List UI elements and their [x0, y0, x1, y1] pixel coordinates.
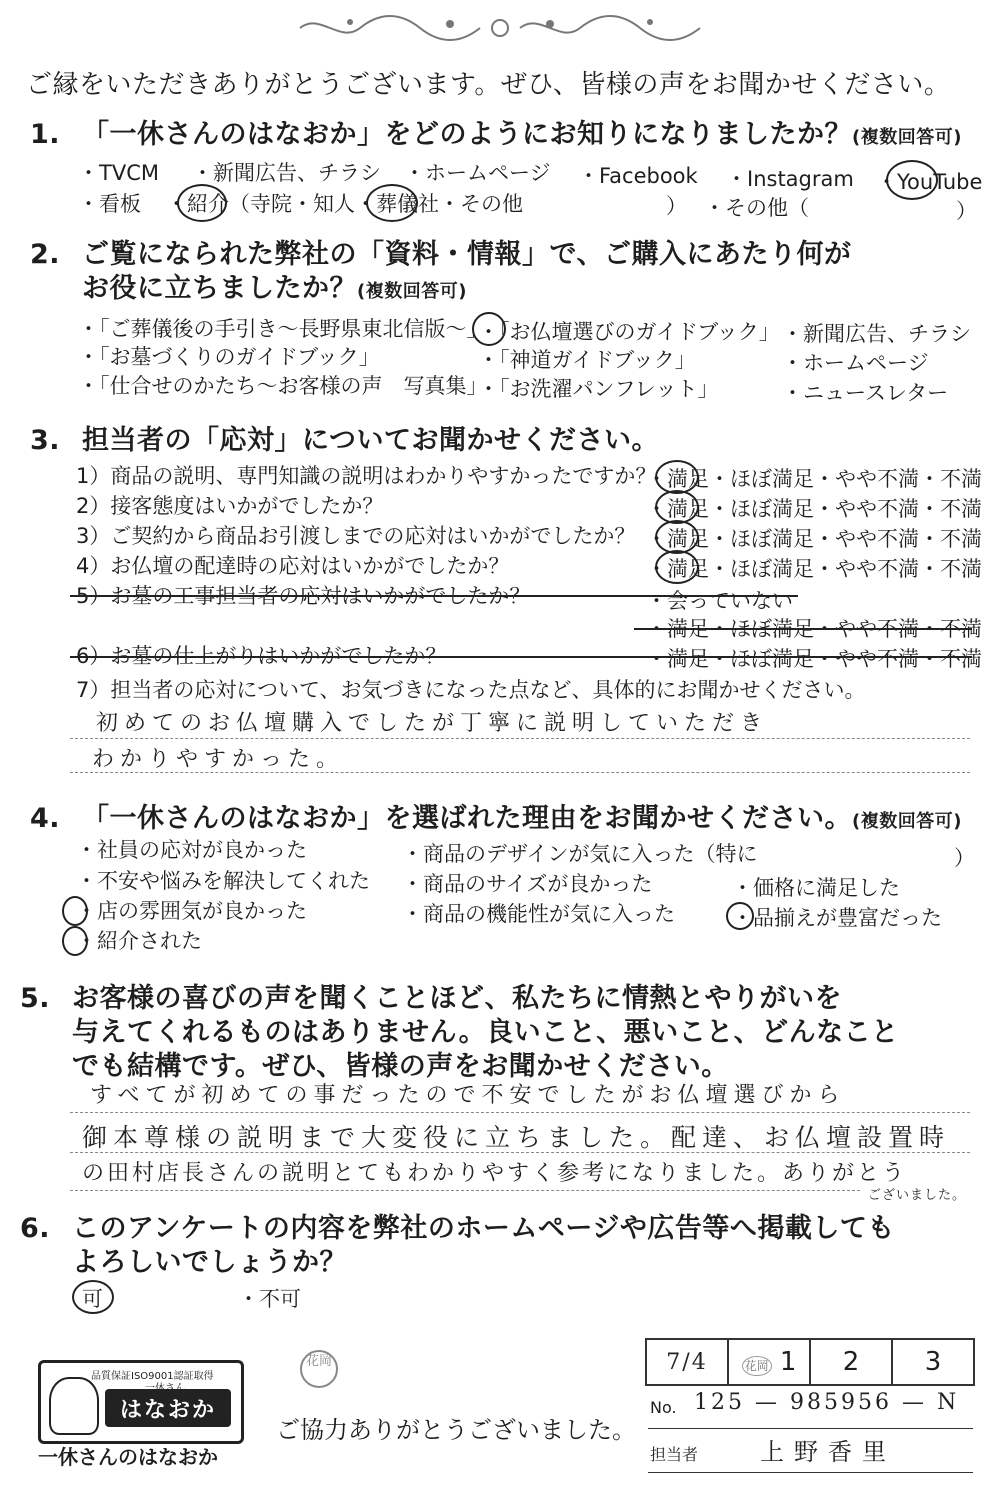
answer-line [70, 1190, 860, 1191]
q2-number: 2. [30, 239, 61, 270]
q2-opt-newsletter[interactable]: ・ニュースレター [782, 381, 949, 405]
q1-opt-youtube[interactable]: ・YouTube [876, 170, 983, 194]
q5-title-line2: 与えてくれるものはありません。良いこと、悪いこと、どんなこと [72, 1017, 899, 1048]
q6-title-line1: このアンケートの内容を弊社のホームページや広告等へ掲載しても [72, 1213, 895, 1244]
staff-check-box [645, 1338, 975, 1386]
q3-title: 担当者の「応対」についてお聞かせください。 [82, 425, 659, 456]
answer-circle [366, 184, 418, 222]
answer-circle [886, 160, 938, 200]
answer-circle [62, 926, 88, 956]
no-value: 125 — 985956 — N [694, 1390, 960, 1415]
q1-opt-other[interactable]: ・その他（ [704, 196, 809, 220]
q2-title-line1: ご覧になられた弊社の「資料・情報」で、ご購入にあたり何が [82, 239, 852, 270]
answer-circle [655, 460, 699, 494]
q6-opt-no[interactable]: ・不可 [238, 1287, 301, 1311]
q2-opt-newspaper[interactable]: ・新聞広告、チラシ [782, 322, 971, 346]
q1-title: 「一休さんのはなおか」をどのようにお知りになりましたか？ [82, 119, 852, 150]
q1-close-paren: ） [666, 194, 687, 218]
q1-number: 1. [30, 119, 61, 150]
no-label: No. [650, 1398, 677, 1417]
q4-note: (複数回答可) [852, 811, 962, 832]
answer-line [70, 738, 970, 739]
q3-handwritten-line2: わかりやすかった。 [92, 747, 345, 772]
stamp-seal: 花岡 [300, 1350, 338, 1388]
q3-not-met-5[interactable]: ・会っていない [646, 589, 793, 613]
answer-line [70, 772, 970, 773]
tanto-underline [648, 1472, 973, 1473]
check-num-1: 1 [779, 1347, 797, 1377]
no-underline [648, 1428, 973, 1429]
q2-note: (複数回答可) [357, 281, 467, 302]
q3-item-7: 7）担当者の応対について、お気づきになった点など、具体的にお聞かせください。 [76, 678, 866, 702]
q5-handwritten-line3: の田村店長さんの説明とてもわかりやすく参考になりました。ありがとう [82, 1161, 908, 1186]
q4-title: 「一休さんのはなおか」を選ばれた理由をお聞かせください。 [82, 803, 852, 834]
q2-opt-funeral-guide[interactable]: ・「ご葬儀後の手引き～長野県東北信版～」 [78, 317, 488, 341]
tanto-label: 担当者 [650, 1445, 699, 1464]
q3-scale-4[interactable]: ・満足・ほぼ満足・やや不満・不満 [646, 557, 982, 581]
answer-circle [472, 312, 506, 346]
answer-circle [655, 550, 699, 584]
q1-opt-facebook[interactable]: ・Facebook [578, 164, 698, 188]
check-num-2: 2 [810, 1339, 892, 1385]
check-cell-1 [728, 1339, 810, 1385]
q2-opt-homepage[interactable]: ・ホームページ [782, 351, 929, 375]
monk-icon [49, 1377, 99, 1435]
q4-opt-function[interactable]: ・商品の機能性が気に入った [402, 902, 675, 926]
q1-opt-tvcm[interactable]: ・TVCM [78, 161, 159, 185]
q4-opt-resolved[interactable]: ・不安や悩みを解決してくれた [76, 869, 370, 893]
q2-heading-line2 [82, 266, 467, 305]
q4-opt-staff[interactable]: ・社員の応対が良かった [76, 838, 307, 862]
q2-opt-grave-guide[interactable]: ・「お墓づくりのガイドブック」 [78, 345, 380, 369]
q2-title-line2: お役に立ちましたか？ [82, 273, 357, 304]
answer-circle [726, 902, 754, 930]
answer-circle [177, 184, 227, 222]
q5-title-line3: でも結構です。ぜひ、皆様の声をお聞かせください。 [72, 1051, 729, 1082]
answer-circle [655, 520, 699, 554]
q1-opt-homepage[interactable]: ・ホームページ [404, 161, 551, 185]
strike-line [70, 595, 798, 597]
q5-handwritten-line1: すべてが初めての事だったので不安でしたがお仏壇選びから [90, 1083, 846, 1108]
q6-number: 6. [20, 1213, 51, 1244]
q3-scale-3[interactable]: ・満足・ほぼ満足・やや不満・不満 [646, 527, 982, 551]
q4-opt-selection[interactable]: ・品揃えが豊富だった [732, 906, 942, 930]
q4-opt-design[interactable]: ・商品のデザインが気に入った（特に [402, 842, 758, 866]
q3-scale-2[interactable]: ・満足・ほぼ満足・やや不満・不満 [646, 497, 982, 521]
q1-opt-signboard[interactable]: ・看板 [78, 192, 141, 216]
q1-opt-newspaper[interactable]: ・新聞広告、チラシ [192, 161, 381, 185]
q6-opt-yes[interactable]: 可 [82, 1287, 103, 1311]
q1-other-close-paren: ） [956, 199, 977, 223]
q3-scale-6[interactable]: ・満足・ほぼ満足・やや不満・不満 [646, 647, 982, 671]
logo-cert: 品質保証ISO9001認証取得 [91, 1371, 214, 1382]
q5-handwritten-tail: ございました。 [868, 1188, 967, 1203]
logo-brand-box [105, 1389, 231, 1427]
answer-circle [62, 896, 88, 926]
company-logo [38, 1360, 244, 1444]
q3-scale-5[interactable]: ・満足・ほぼ満足・やや不満・不満 [646, 617, 982, 641]
q1-heading [30, 112, 962, 151]
q4-opt-price[interactable]: ・価格に満足した [732, 876, 900, 900]
q4-opt-referred[interactable]: ・紹介された [76, 929, 202, 953]
answer-circle [655, 490, 699, 524]
strike-line [634, 628, 972, 630]
q5-handwritten-line2: 御本尊様の説明まで大変役に立ちました。配達、お仏壇設置時 [82, 1123, 951, 1152]
q4-opt-atmosphere[interactable]: ・店の雰囲気が良かった [76, 899, 307, 923]
q5-title-line1: お客様の喜びの声を聞くことほど、私たちに情熱とやりがいを [72, 983, 842, 1014]
answer-line [70, 1152, 970, 1153]
q3-scale-1[interactable]: ・満足・ほぼ満足・やや不満・不満 [646, 467, 982, 491]
strike-line [70, 656, 972, 658]
answer-line [70, 1112, 970, 1113]
decorative-ornament [290, 10, 710, 46]
logo-brand: はなおか [119, 1398, 216, 1423]
q4-number: 4. [30, 803, 61, 834]
q1-note: (複数回答可) [852, 127, 962, 148]
intro-text: ご縁をいただきありがとうございます。ぜひ、皆様の声をお聞かせください。 [26, 70, 951, 100]
q3-number: 3. [30, 425, 61, 456]
q4-close-paren: ） [954, 846, 975, 870]
thanks-text: ご協力ありがとうございました。 [276, 1416, 636, 1444]
q3-item-4: 4）お仏壇の配達時の応対はいかがでしたか？ [76, 554, 510, 578]
q4-opt-size[interactable]: ・商品のサイズが良かった [402, 872, 653, 896]
q3-heading [30, 418, 659, 457]
q6-title-line2: よろしいでしょうか？ [72, 1247, 347, 1278]
q5-number: 5. [20, 983, 51, 1014]
q1-opt-referral[interactable]: ・紹介（寺院・知人・葬儀社・その他 [166, 192, 523, 216]
check-num-3: 3 [892, 1339, 974, 1385]
q3-item-3: 3）ご契約から商品お引渡しまでの応対はいかがでしたか？ [76, 524, 636, 548]
q4-heading [30, 796, 962, 835]
q3-item-1: 1）商品の説明、専門知識の説明はわかりやすかったですか？ [76, 464, 657, 488]
q2-opt-shinto-guide[interactable]: ・「神道ガイドブック」 [478, 348, 696, 372]
logo-subtitle: 一休さんのはなおか [38, 1445, 218, 1469]
q2-opt-photo-collection[interactable]: ・「仕合せのかたち～お客様の声 写真集」 [78, 374, 488, 398]
tanto-value: 上野香里 [760, 1438, 896, 1466]
date-cell: 7/4 [646, 1339, 728, 1385]
q3-item-2: 2）接客態度はいかがでしたか？ [76, 494, 384, 518]
q3-handwritten-line1: 初めてのお仏壇購入でしたが丁寧に説明していただき [96, 711, 769, 736]
q3-item-6: 6）お墓の仕上がりはいかがでしたか？ [76, 644, 447, 668]
answer-circle [72, 1280, 114, 1314]
stamp2: 花岡 [742, 1356, 772, 1376]
q2-opt-laundry-pamphlet[interactable]: ・「お洗濯パンフレット」 [478, 377, 719, 401]
q1-opt-instagram[interactable]: ・Instagram [726, 167, 854, 191]
q2-opt-altar-guide[interactable]: ・「お仏壇選びのガイドブック」 [478, 320, 780, 344]
q3-item-5: 5）お墓の工事担当者の応対はいかがでしたか？ [76, 584, 531, 608]
